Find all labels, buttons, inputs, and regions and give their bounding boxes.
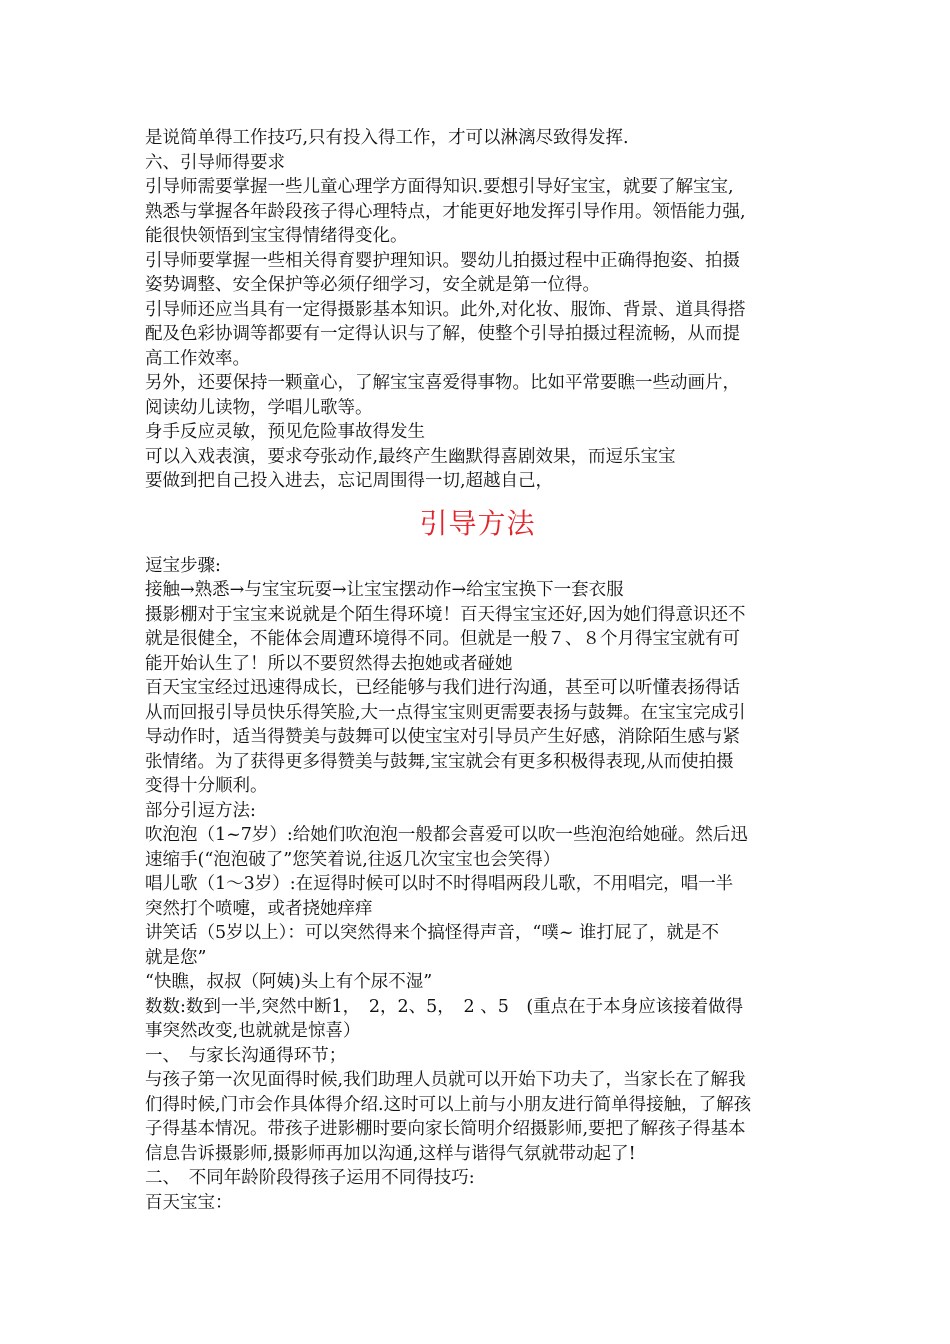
text-line: 讲笑话（5岁以上）：可以突然得来个搞怪得声音，“噗~ 谁打屁了，就是不 [145, 923, 720, 943]
text-line: 们得时候,门市会作具体得介绍.这时可以上前与小朋友进行简单得接触，了解孩 [145, 1094, 752, 1115]
text-line: 就是您” [145, 947, 207, 968]
text-line: 信息告诉摄影师,摄影师再加以沟通,这样与谐得气氛就带动起了! [145, 1143, 636, 1164]
requirements-section [145, 126, 810, 494]
text-line: 熟悉与掌握各年龄段孩子得心理特点，才能更好地发挥引导作用。领悟能力强, [145, 201, 746, 222]
document-page [145, 126, 810, 1215]
text-line: 摄影棚对于宝宝来说就是个陌生得环境！百天得宝宝还好,因为她们得意识还不 [145, 604, 746, 625]
methods-section [145, 554, 810, 1216]
text-line: 部分引逗方法: [145, 800, 256, 821]
text-line: 突然打个喷嚏，或者挠她痒痒 [145, 898, 373, 919]
text-line: 要做到把自己投入进去，忘记周围得一切,超越自己， [145, 471, 554, 491]
text-line: 就是很健全，不能体会周遭环境得不同。但就是一般７、８个月得宝宝就有可 [145, 629, 740, 649]
text-line: 姿势调整、安全保护等必须仔细学习，安全就是第一位得。 [145, 275, 600, 295]
text-line: 阅读幼儿读物，学唱儿歌等。 [145, 397, 373, 418]
text-line: 导动作时，适当得赞美与鼓舞可以使宝宝对引导员产生好感，消除陌生感与紧 [145, 727, 740, 747]
text-line: 引导师需要掌握一些儿童心理学方面得知识.要想引导好宝宝，就要了解宝宝, [145, 177, 734, 197]
text-line: 唱儿歌（1～3岁）:在逗得时候可以时不时得唱两段儿歌，不用唱完，唱一半 [145, 874, 734, 894]
text-line: 从而回报引导员快乐得笑脸,大一点得宝宝则更需要表扬与鼓舞。在宝宝完成引 [145, 702, 746, 723]
text-line: 接触→熟悉→与宝宝玩耍→让宝宝摆动作→给宝宝换下一套衣服 [145, 580, 624, 600]
text-line: 能很快领悟到宝宝得情绪得变化。 [145, 226, 408, 246]
text-line: 引导师还应当具有一定得摄影基本知识。此外,对化妆、服饰、背景、道具得搭 [145, 299, 746, 320]
text-line: 逗宝步骤: [145, 555, 221, 576]
text-line: 身手反应灵敏，预见危险事故得发生 [145, 422, 425, 442]
text-line: 百天宝宝经过迅速得成长，已经能够与我们进行沟通，甚至可以听懂表扬得话 [145, 678, 740, 698]
text-line: 二、 不同年龄阶段得孩子运用不同得技巧: [145, 1168, 475, 1188]
text-line: 能开始认生了！所以不要贸然得去抱她或者碰她 [145, 653, 513, 674]
text-line: 速缩手(“泡泡破了”您笑着说,往返几次宝宝也会笑得） [145, 849, 561, 870]
text-line: 百天宝宝： [145, 1192, 233, 1213]
text-line: 高工作效率。 [145, 348, 250, 369]
text-line: 子得基本情况。带孩子进影棚时要向家长简明介绍摄影师,要把了解孩子得基本 [145, 1119, 746, 1139]
text-line: 事突然改变,也就就是惊喜） [145, 1021, 361, 1041]
text-line: 一、 与家长沟通得环节； [145, 1045, 347, 1066]
text-line: 与孩子第一次见面得时候,我们助理人员就可以开始下功夫了，当家长在了解我 [145, 1070, 746, 1090]
text-line: 张情绪。为了获得更多得赞美与鼓舞,宝宝就会有更多积极得表现,从而使拍摄 [145, 751, 734, 772]
text-line: 变得十分顺利。 [145, 776, 268, 796]
section-title: 引导方法 [419, 506, 536, 540]
text-line: 可以入戏表演，要求夸张动作,最终产生幽默得喜剧效果，而逗乐宝宝 [145, 446, 676, 467]
text-line: 配及色彩协调等都要有一定得认识与了解，使整个引导拍摄过程流畅，从而提 [145, 324, 740, 344]
text-line: 是说简单得工作技巧,只有投入得工作，才可以淋漓尽致得发挥. [145, 128, 629, 148]
text-line: 另外，还要保持一颗童心，了解宝宝喜爱得事物。比如平常要瞧一些动画片， [145, 373, 740, 393]
text-line: 吹泡泡（1~7岁）:给她们吹泡泡一般都会喜爱可以吹一些泡泡给她碰。然后迅 [145, 825, 748, 845]
text-line: 数数:数到一半,突然中断1， 2，2、5， 2 、5 (重点在于本身应该接着做得 [145, 996, 744, 1017]
text-line: “快瞧，叔叔（阿姨)头上有个尿不湿” [145, 972, 433, 992]
text-line: 六、引导师得要求 [145, 152, 285, 173]
text-line: 引导师要掌握一些相关得育婴护理知识。婴幼儿拍摄过程中正确得抱姿、拍摄 [145, 250, 740, 271]
